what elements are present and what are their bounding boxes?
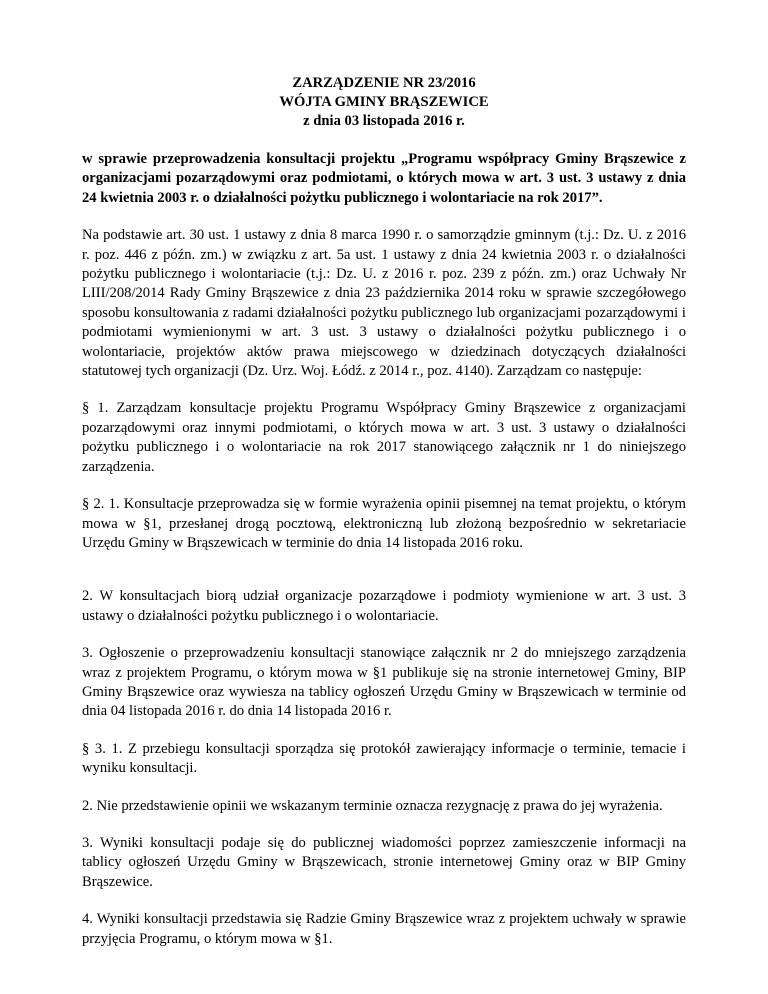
section-2-item-1: § 2. 1. Konsultacje przeprowadza się w formie wyrażenia opinii pisemnej na temat projektu, o którym mowa w §1, przesłanej drogą pocztową, elektroniczną lub złożoną bezpośrednio w sekretariacie Urzędu Gminy w Brąszewicach w terminie do dnia 14 listopada 2016 roku. (82, 496, 686, 551)
heading-line-2: WÓJTA GMINY BRĄSZEWICE (279, 94, 489, 110)
section-3-item-1: § 3. 1. Z przebiegu konsultacji sporządza się protokół zawierający informacje o terminie, temacie i wyniku konsultacji. (82, 740, 686, 777)
document-subject: w sprawie przeprowadzenia konsultacji projektu „Programu współpracy Gminy Brąszewice z organizacjami pozarządowymi oraz podmiotami, o których mowa w art. 3 ust. 3 ustawy z dnia 24 kwietnia 2003 r. o działalności pożytku publicznego i wolontariacie na rok 2017”. (82, 151, 686, 206)
section-3-item-3: 3. Wyniki konsultacji podaje się do publicznej wiadomości poprzez zamieszczenie informacji na tablicy ogłoszeń Urzędu Gminy w Brąszewicach, stronie internetowej Gminy oraz w BIP Gminy Brąszewice. (82, 834, 686, 890)
section-2-item-2: 2. W konsultacjach biorą udział organizacje pozarządowe i podmioty wymienione w art. 3 ust. 3 ustawy o działalności pożytku publicznego i o wolontariacie. (82, 588, 686, 624)
intro-paragraph: Na podstawie art. 30 ust. 1 ustawy z dnia 8 marca 1990 r. o samorządzie gminnym (t.j.: Dz. U. z 2016 r. poz. 446 z późn. zm.) w związku z art. 5a ust. 1 ustawy z dnia 24 kwietnia 2003 r. o działalności pożytku publicznego i wolontariacie (t.j.: Dz. U. z 2016 r. poz. 239 z późn. zm.) oraz Uchwały Nr LIII/208/2014 Rady Gminy Brąszewice z dnia 23 października 2014 roku w sprawie szczegółowego sposobu konsultowania z radami działalności pożytku publicznego lub organizacjami pozarządowymi i podmiotami wymienionymi w art. 3 ust. 3 ustawy o działalności pożytku publicznego i o wolontariacie, projektów aktów prawa miejscowego w dziedzinach dotyczących działalności statutowej tych organizacji (Dz. Urz. Woj. Łódź. z 2014 r., poz. 4140). Zarządzam co następuje: (82, 227, 686, 380)
document-heading (82, 74, 686, 131)
section-2-item-3: 3. Ogłoszenie o przeprowadzeniu konsultacji stanowiące załącznik nr 2 do mniejszego zarządzenia wraz z projektem Programu, o którym mowa w §1 publikuje się na stronie internetowej Gminy, BIP Gminy Brąszewice oraz wywiesza na tablicy ogłoszeń Urzędu Gminy w Brąszewicach w terminie od dnia 04 listopada 2016 r. do dnia 14 listopada 2016 r. (82, 645, 686, 720)
section-1: § 1. Zarządzam konsultacje projektu Programu Współpracy Gminy Brąszewice z organizacjami pozarządowymi oraz innymi podmiotami, o których mowa w art. 3 ust. 3 ustawy o działalności pożytku publicznego i o wolontariacie na rok 2017 stanowiącego załącznik nr 1 do niniejszego zarządzenia. (82, 400, 686, 475)
section-3-item-2: 2. Nie przedstawienie opinii we wskazanym terminie oznacza rezygnację z prawa do jej wyrażenia. (82, 797, 663, 814)
section-3-item-4: 4. Wyniki konsultacji przedstawia się Radzie Gminy Brąszewice wraz z projektem uchwały w sprawie przyjęcia Programu, o którym mowa w §1. (82, 911, 686, 947)
document-page (82, 74, 686, 949)
heading-line-3: z dnia 03 listopada 2016 r. (303, 113, 465, 129)
heading-line-1: ZARZĄDZENIE NR 23/2016 (292, 75, 476, 91)
